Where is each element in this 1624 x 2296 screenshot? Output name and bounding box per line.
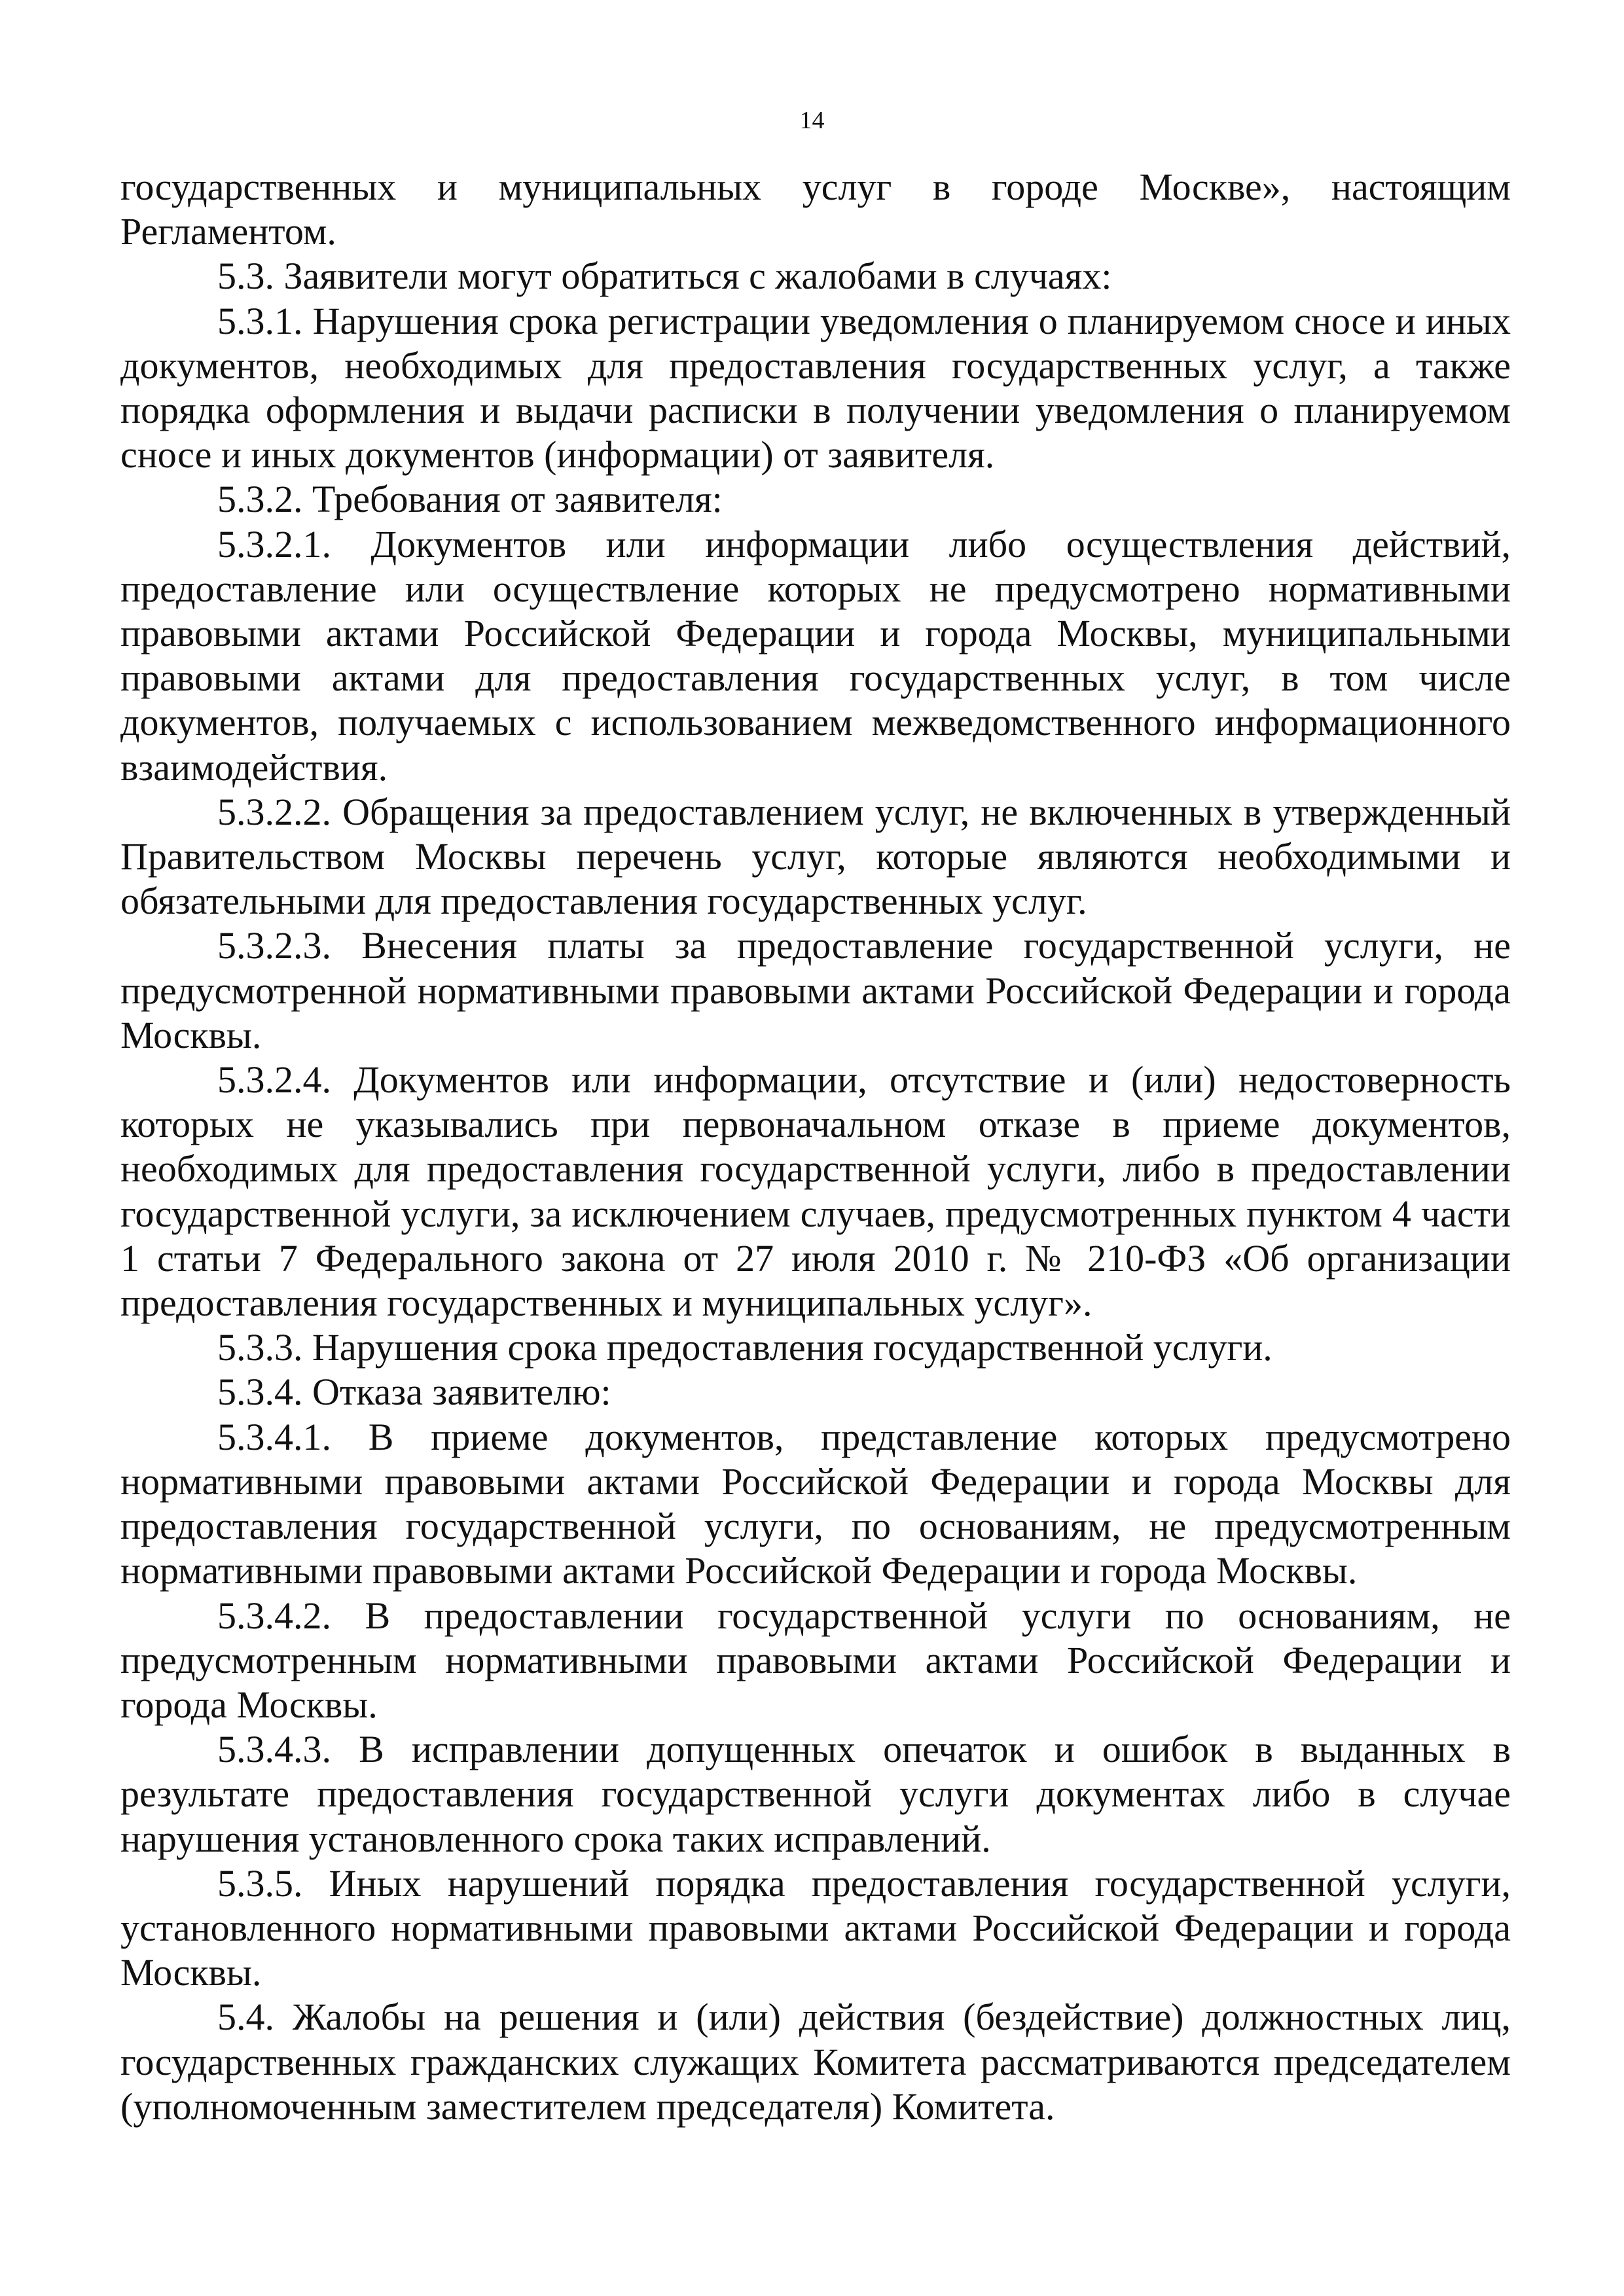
paragraph-5-3-4: 5.3.4. Отказа заявителю: xyxy=(217,1371,611,1414)
paragraph-5-3-4-3: 5.3.4.3. В исправлении допущенных опечаток и ошибок в выданных в результате предоставления государственной услуги документах либо в случае нарушения установленного срока таких исправлений. xyxy=(120,1728,1511,1860)
document-body xyxy=(120,165,1511,2129)
paragraph-5-3-2-3: 5.3.2.3. Внесения платы за предоставление государственной услуги, не предусмотренной нормативными правовыми актами Российской Федерации и города Москвы. xyxy=(120,924,1511,1056)
paragraph-5-3-1: 5.3.1. Нарушения срока регистрации уведомления о планируемом сносе и иных документов, необходимых для предоставления государственных услуг, а также порядка оформления и выдачи расписки в получении уведомления о планируемом сносе и иных документов (информации) от заявителя. xyxy=(120,299,1511,476)
page-number: 14 xyxy=(799,107,825,134)
paragraph-5-4: 5.4. Жалобы на решения и (или) действия (бездействие) должностных лиц, государственных гражданских служащих Комитета рассматриваются председателем (уполномоченным заместителем председателя) Комитета. xyxy=(120,1996,1511,2128)
paragraph-5-3-5: 5.3.5. Иных нарушений порядка предоставления государственной услуги, установленного нормативными правовыми актами Российской Федерации и города Москвы. xyxy=(120,1861,1511,1994)
paragraph-5-3: 5.3. Заявители могут обратиться с жалобами в случаях: xyxy=(217,255,1112,298)
paragraph-5-3-4-2: 5.3.4.2. В предоставлении государственной услуги по основаниям, не предусмотренным нормативными правовыми актами Российской Федерации и города Москвы. xyxy=(120,1594,1511,1726)
paragraph-5-3-4-1: 5.3.4.1. В приеме документов, представление которых предусмотрено нормативными правовыми актами Российской Федерации и города Москвы для предоставления государственной услуги, по основаниям, не предусмотренным нормативными правовыми актами Российской Федерации и города Москвы. xyxy=(120,1415,1511,1592)
paragraph-continuation: государственных и муниципальных услуг в городе Москве», настоящим Регламентом. xyxy=(120,166,1511,253)
paragraph-5-3-2-4: 5.3.2.4. Документов или информации, отсутствие и (или) недостоверность которых не указывались при первоначальном отказе в приеме документов, необходимых для предоставления государственной услуги, либо в предоставлении государственной услуги, за исключением случаев, предусмотренных пунктом 4 части 1 статьи 7 Федерального закона от 27 июля 2010 г. № 210-ФЗ «Об организации предоставления государственных и муниципальных услуг». xyxy=(120,1058,1511,1325)
paragraph-5-3-2-2: 5.3.2.2. Обращения за предоставлением услуг, не включенных в утвержденный Правительством Москвы перечень услуг, которые являются необходимыми и обязательными для предоставления государственных услуг. xyxy=(120,790,1511,923)
paragraph-5-3-2-1: 5.3.2.1. Документов или информации либо осуществления действий, предоставление или осуществление которых не предусмотрено нормативными правовыми актами Российской Федерации и города Москвы, муниципальными правовыми актами для предоставления государственных услуг, в том числе документов, получаемых с использованием межведомственного информационного взаимодействия. xyxy=(120,522,1511,789)
paragraph-5-3-3: 5.3.3. Нарушения срока предоставления государственной услуги. xyxy=(217,1326,1272,1369)
paragraph-5-3-2: 5.3.2. Требования от заявителя: xyxy=(217,478,723,521)
